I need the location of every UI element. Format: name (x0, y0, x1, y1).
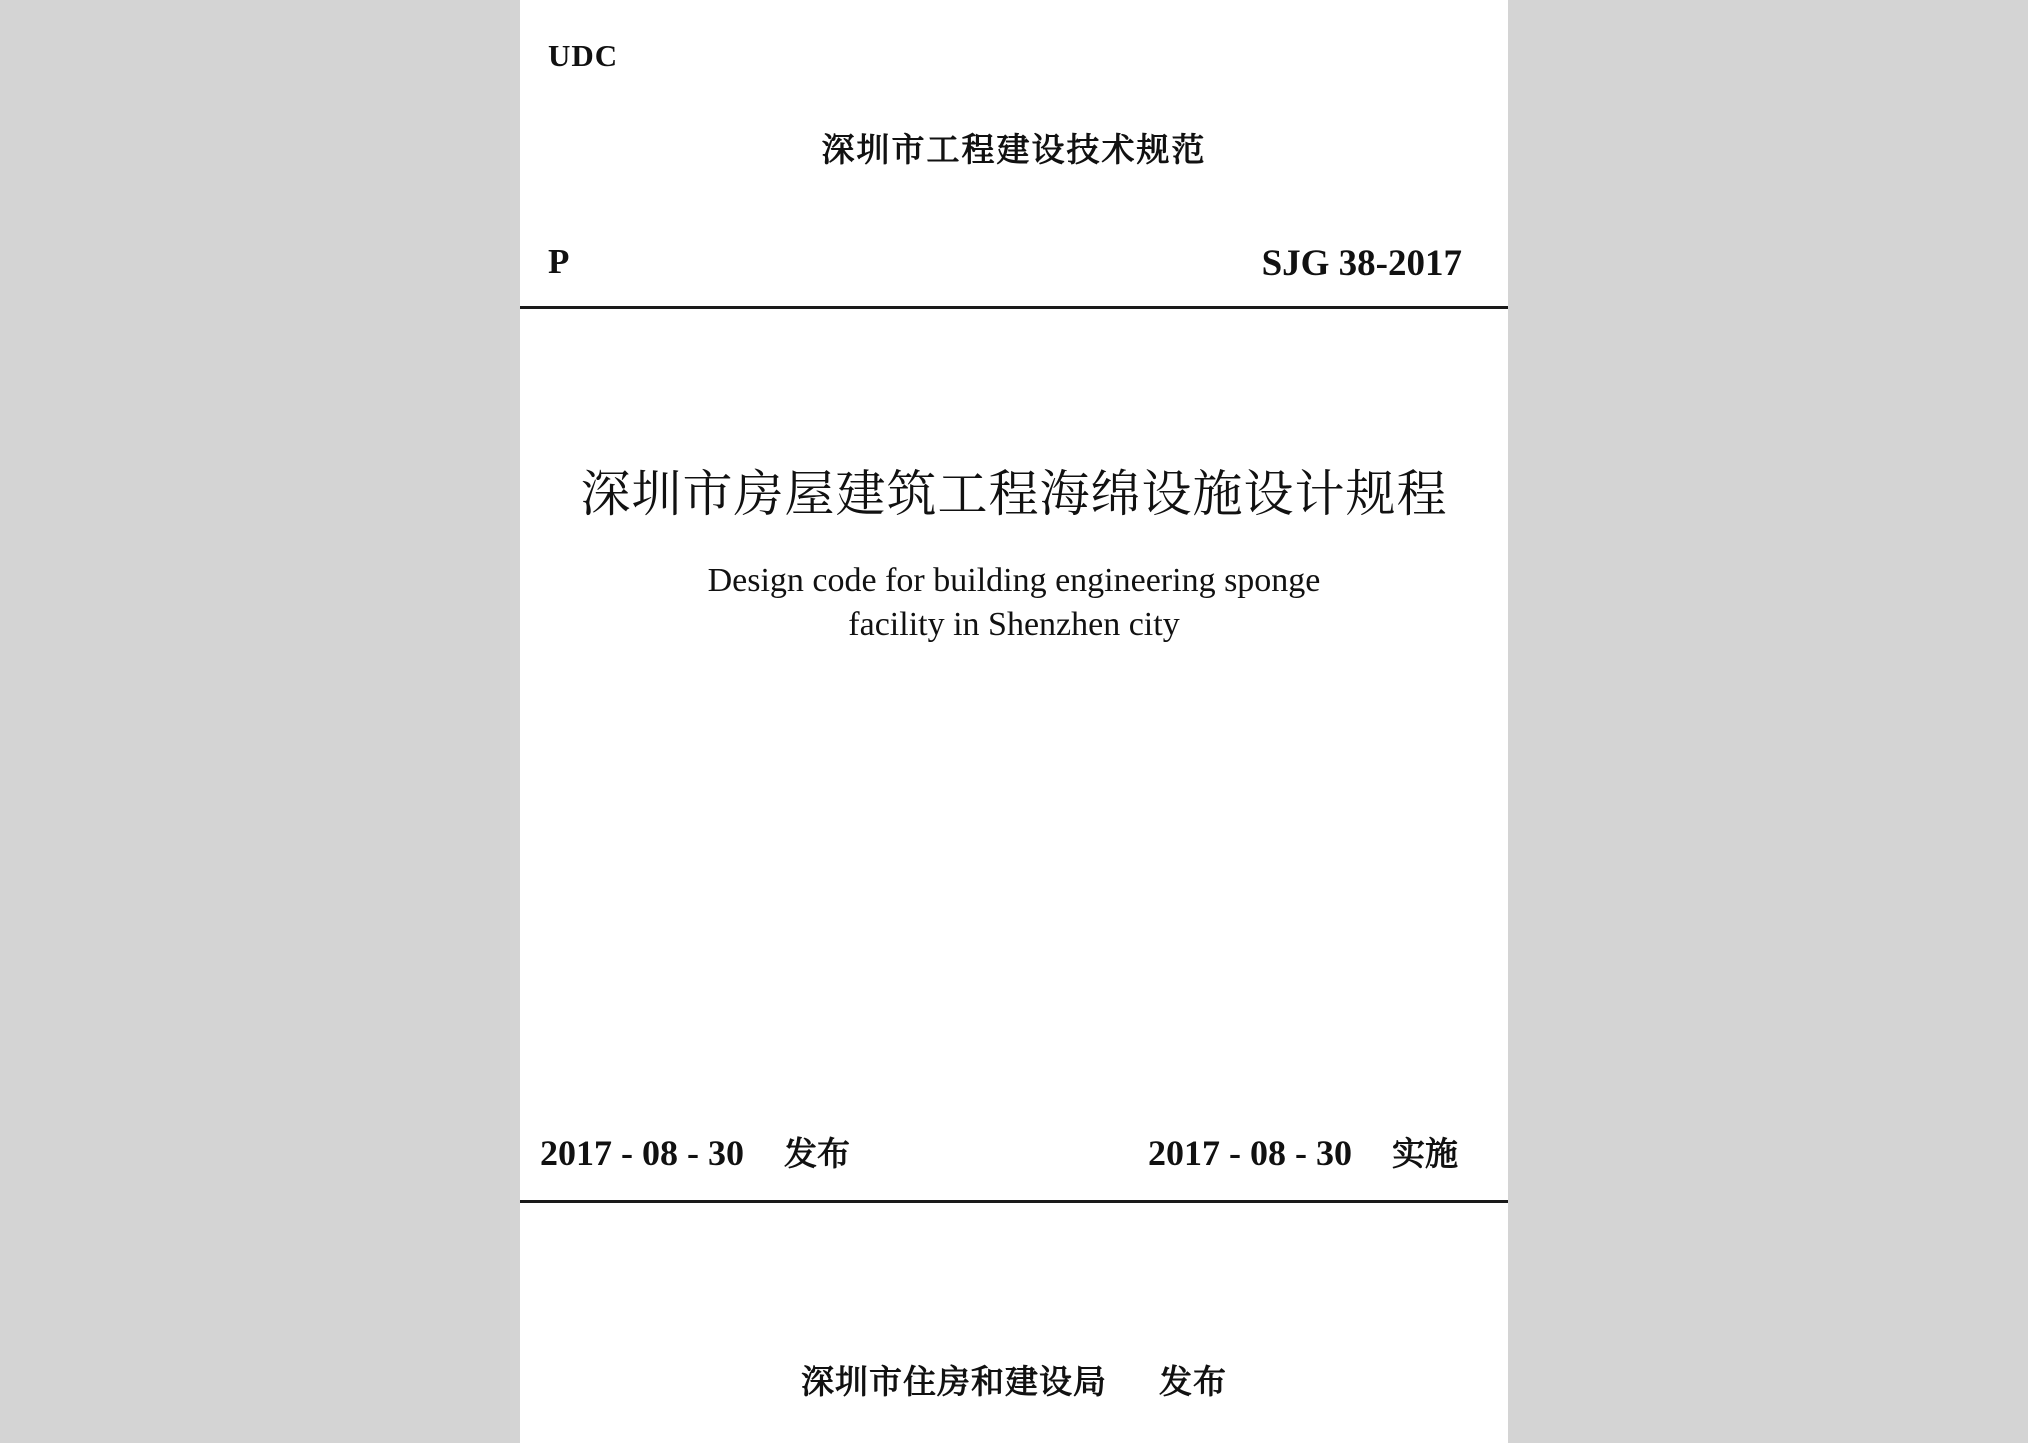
udc-label: UDC (548, 38, 619, 73)
document-title-en-line1: Design code for building engineering sponge (707, 562, 1321, 599)
issue-date: 2017 - 08 - 30 (540, 1133, 744, 1173)
implement-date: 2017 - 08 - 30 (1148, 1133, 1352, 1173)
issue-label: 发布 (783, 1134, 850, 1173)
standard-code: SJG 38-2017 (1261, 243, 1462, 284)
bottom-divider (520, 1200, 1508, 1203)
implement-label: 实施 (1392, 1134, 1458, 1173)
document-cover (520, 0, 1508, 1443)
issue-date-row (540, 1128, 850, 1175)
publisher-name: 深圳市住房和建设局 (801, 1362, 1107, 1401)
category-letter: P (548, 242, 570, 281)
publisher-row (520, 1356, 1508, 1403)
implement-date-row (1148, 1128, 1458, 1175)
top-divider (520, 306, 1508, 309)
document-title-cn: 深圳市房屋建筑工程海绵设施设计规程 (580, 465, 1448, 523)
publisher-label: 发布 (1159, 1362, 1227, 1401)
series-title: 深圳市工程建设技术规范 (821, 130, 1207, 169)
document-title-en-line2: facility in Shenzhen city (848, 606, 1180, 643)
